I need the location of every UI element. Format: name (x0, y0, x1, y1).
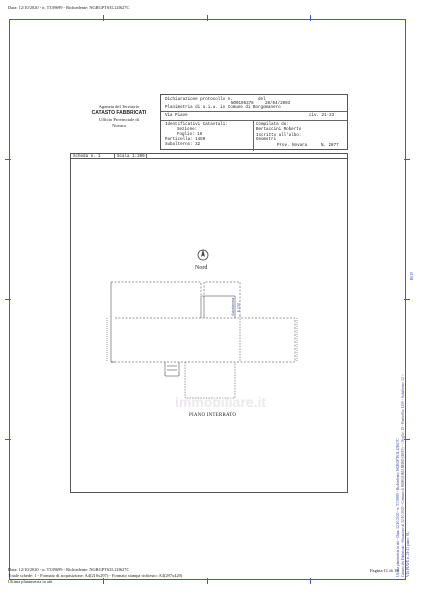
floor-label: PIANO INTERRATO (189, 413, 237, 418)
frame-tick (404, 299, 410, 300)
office-label: Ufficio Provinciale di (99, 116, 139, 122)
room-height: h 2,50 (237, 303, 241, 312)
particella: Particella: 1450 (165, 138, 206, 142)
north-arrow-icon (196, 248, 210, 262)
top-stamp: Data: 12/10/2020 - n. T339699 - Richiedente: NGRGPT63L12I627C (8, 5, 130, 10)
bottom-stamp-2: Totale schede: 1 - Formato di acquisizione: A4(210x297) - Formato stampa richiesto: A4(297x420) (8, 573, 183, 578)
frame-tick (103, 15, 104, 21)
frame-tick (310, 15, 311, 21)
side-text-2: Catasto dei Fabbricati - Situazione al 12/10/2020 - Comune di BORGOMANERO (B019) - < Foglio: 19 - Particella: 1450 - Subalterno: 32 > (401, 374, 405, 577)
frame-tick (207, 15, 208, 21)
bottom-stamp-3: Ultima planimetria in atti (8, 579, 53, 584)
scheda-label: Scheda n. 1 (73, 154, 101, 159)
protocol-number: NO0106378 (231, 102, 254, 106)
frame-tick (103, 578, 104, 584)
address: Via Piave (165, 114, 188, 118)
side-code: B019 (410, 272, 414, 280)
frame-tick (5, 299, 11, 300)
compilata-name: Bertaccini Roberto (256, 128, 302, 132)
iscritto-value: Geometri (256, 138, 277, 142)
subalterno: Subalterno: 32 (165, 143, 201, 147)
province: Prov. Novara (277, 144, 308, 148)
province-number: N. 2877 (321, 144, 339, 148)
agency-name: Agenzia del Territorio (98, 104, 140, 109)
id-title: Identificativi Catastali: (165, 123, 228, 127)
plan-header-bar (71, 154, 347, 159)
declaration-header (160, 94, 348, 150)
frame-tick (5, 439, 11, 440)
frame-tick (310, 578, 311, 584)
north-label: Nord (195, 265, 208, 271)
foglio: Foglio: 19 (177, 133, 203, 137)
side-text-1: Ultima planimetria in atti - Data: 12/10/2020 - n. T339699 - Richiedente: NGRGPT63L12I627C (396, 438, 400, 577)
watermark: immobiliare.it (175, 394, 267, 410)
side-text-3: VIA PIAVE n. 21-23 piano: S1; (406, 531, 410, 577)
civic-number: civ. 21-23 (309, 114, 335, 118)
page-number: Pagina 11 di 19 (370, 568, 399, 573)
frame-tick (404, 159, 410, 160)
agency-block (74, 104, 164, 129)
room-label: Autorimessa (231, 297, 235, 316)
del-label: del (258, 98, 266, 102)
frame-tick (5, 159, 11, 160)
catasto-title: CATASTO FABBRICATI (91, 110, 147, 117)
iscritto-label: Iscritto all'albo: (256, 134, 302, 138)
protocol-date: 28/04/2003 (265, 102, 291, 106)
protocol-label: Dichiarazione protocollo n. (165, 98, 233, 102)
comune-line: Planimetria di u.i.u. in Comune di Borgomanero (165, 106, 281, 110)
compilata-title: Compilata da: (256, 123, 289, 127)
bottom-stamp-1: Data: 12/10/2020 - n. T339699 - Richiedente: NGRGPT63L12I627C (8, 567, 130, 572)
scale-label: Scala 1:200 (117, 154, 145, 159)
frame-tick (207, 578, 208, 584)
office-city: Novara (112, 123, 126, 129)
sezione: Sezione: (177, 128, 198, 132)
floor-plan-drawing (105, 278, 305, 406)
floor-plan-panel (70, 153, 348, 493)
